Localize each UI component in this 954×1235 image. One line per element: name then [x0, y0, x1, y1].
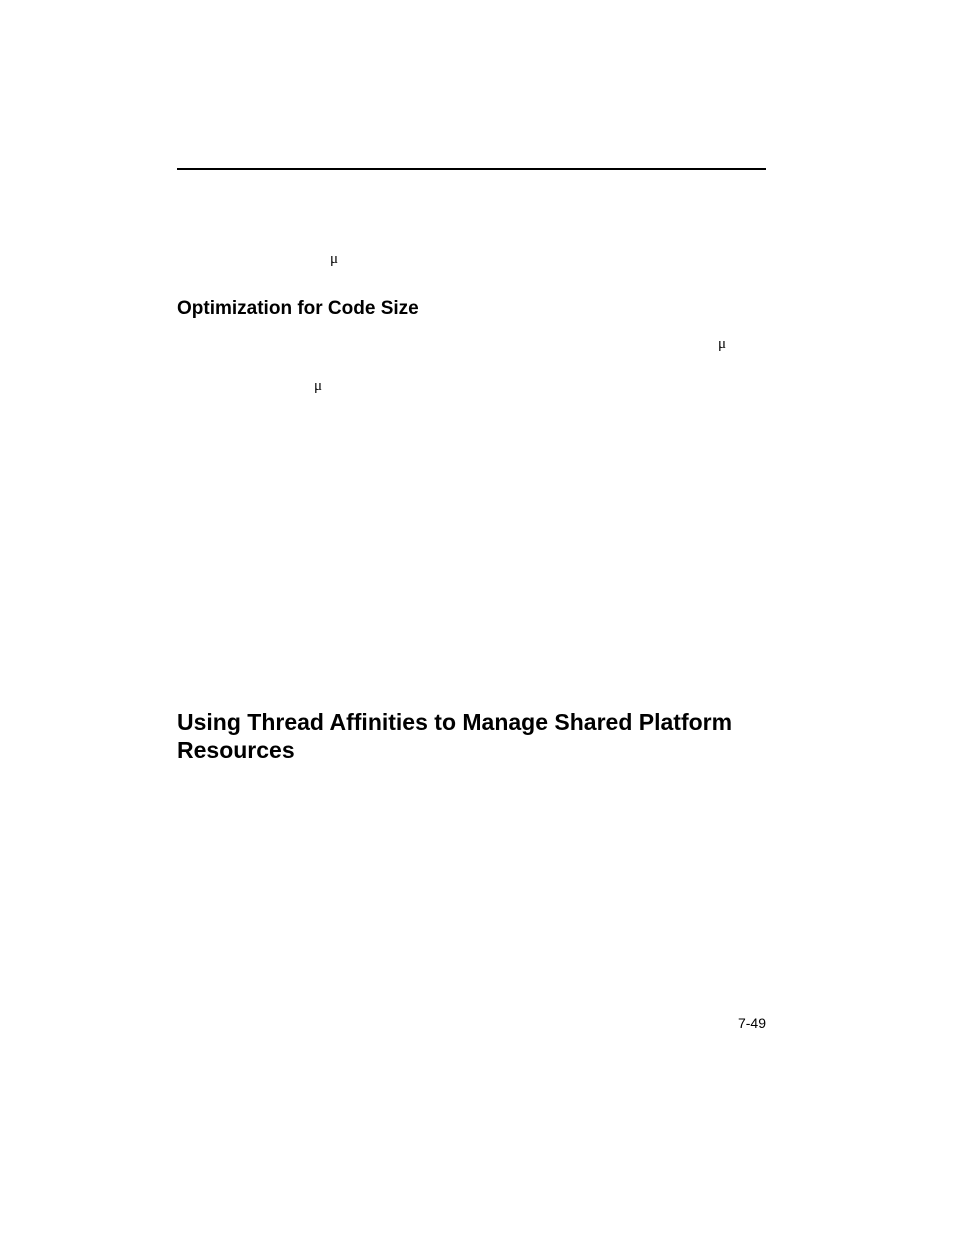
mu-symbol-3: μ	[314, 378, 323, 394]
section-heading: Optimization for Code Size	[177, 298, 419, 319]
chapter-heading: Using Thread Affinities to Manage Shared Platform Resources	[177, 709, 733, 763]
mu-symbol-2: μ	[718, 336, 727, 352]
header-rule	[177, 168, 766, 170]
mu-symbol-1: μ	[330, 251, 339, 267]
page-number: 7-49	[737, 1015, 766, 1031]
